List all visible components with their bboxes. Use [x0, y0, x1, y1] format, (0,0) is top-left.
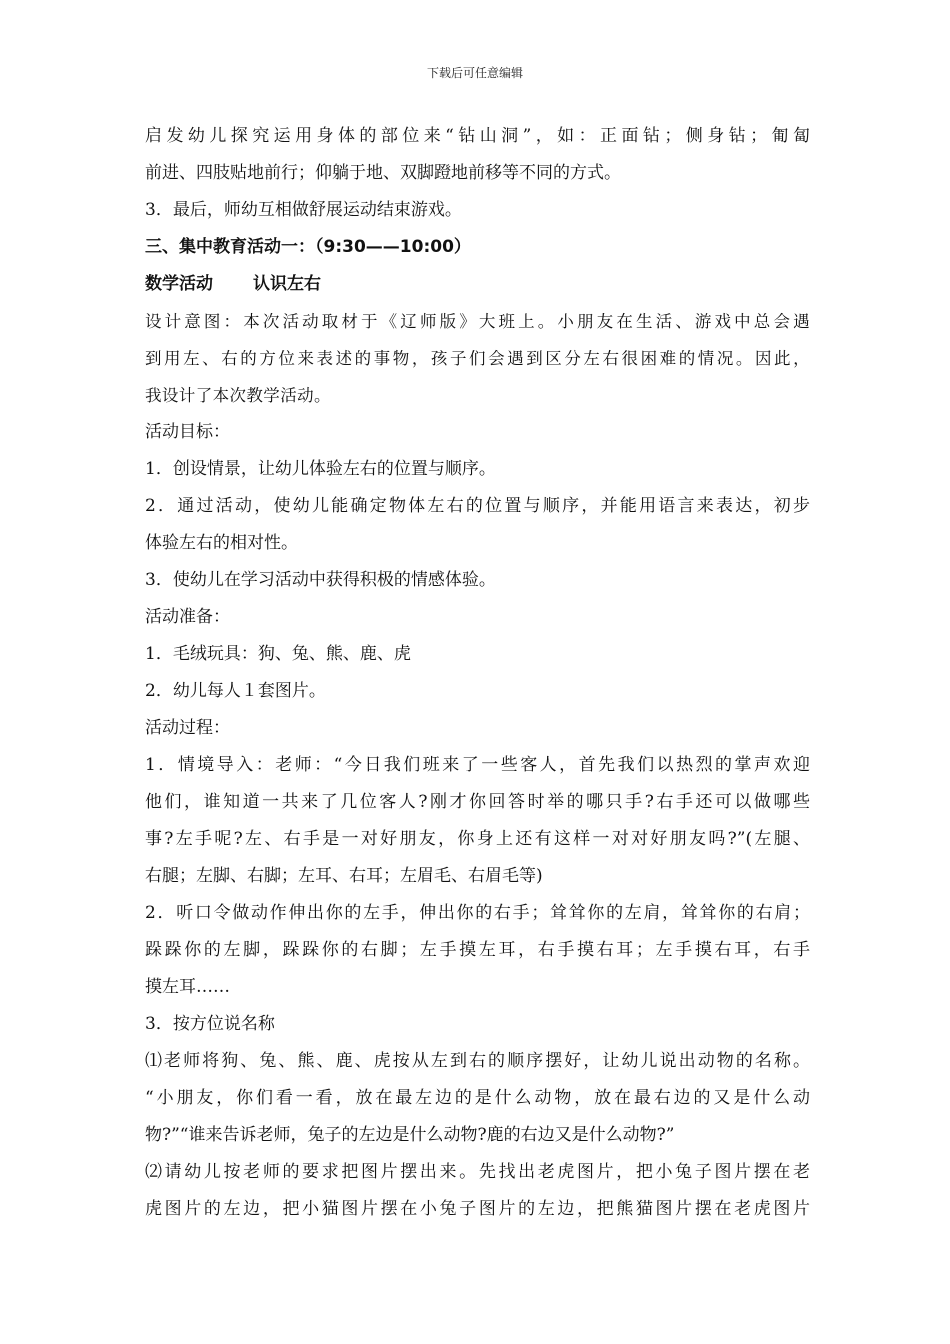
activity-topic: 认识左右: [253, 274, 321, 294]
design-intent-line: 设计意图：本次活动取材于《辽师版》大班上。小朋友在生活、游戏中总会遇: [145, 312, 810, 331]
goal-item: 体验左右的相对性。: [145, 533, 298, 553]
process-step-line: 物?”“谁来告诉老师，兔子的左边是什么动物?鹿的右边又是什么动物?”: [145, 1125, 675, 1145]
section-heading: 三、集中教育活动一：（9:30——10:00）: [145, 237, 471, 257]
paragraph-line: 前进、四肢贴地前行；仰躺于地、双脚蹬地前移等不同的方式。: [145, 163, 621, 183]
goal-item: 1．创设情景，让幼儿体验左右的位置与顺序。: [145, 459, 496, 479]
process-step-line: ⑵请幼儿按老师的要求把图片摆出来。先找出老虎图片，把小兔子图片摆在老: [145, 1162, 810, 1182]
document-body: [145, 118, 810, 1228]
paragraph-line: 3．最后，师幼互相做舒展运动结束游戏。: [145, 200, 462, 220]
process-step-line: 3．按方位说名称: [145, 1014, 275, 1034]
activity-subject: 数学活动: [145, 274, 213, 294]
process-step-line: “小朋友，你们看一看，放在最左边的是什么动物，放在最右边的又是什么动: [145, 1088, 810, 1108]
process-step-line: 跺跺你的左脚，跺跺你的右脚；左手摸左耳，右手摸右耳；左手摸右耳，右手: [145, 940, 810, 960]
process-step-line: 右腿；左脚、右脚；左耳、右耳；左眉毛、右眉毛等): [145, 866, 543, 886]
process-step-line: 摸左耳……: [145, 977, 230, 997]
goal-item: 2．通过活动，使幼儿能确定物体左右的位置与顺序，并能用语言来表达，初步: [145, 496, 810, 516]
activity-title: [145, 266, 810, 303]
process-step-line: 事?左手呢?左、右手是一对好朋友，你身上还有这样一对对好朋友吗?”(左腿、: [145, 829, 810, 849]
goal-item: 3．使幼儿在学习活动中获得积极的情感体验。: [145, 570, 496, 590]
process-step-line: 他们，谁知道一共来了几位客人?刚才你回答时举的哪只手?右手还可以做哪些: [145, 792, 810, 812]
page-header-note: 下载后可任意编辑: [426, 66, 523, 80]
preparation-label: 活动准备：: [145, 607, 230, 627]
preparation-item: 1．毛绒玩具：狗、兔、熊、鹿、虎: [145, 644, 411, 664]
preparation-item: 2．幼儿每人１套图片。: [145, 681, 326, 701]
process-step-line: 虎图片的左边，把小猫图片摆在小兔子图片的左边，把熊猫图片摆在老虎图片: [145, 1199, 810, 1219]
process-step-line: 2．听口令做动作伸出你的左手，伸出你的右手；耸耸你的左肩，耸耸你的右肩；: [145, 903, 810, 923]
process-label: 活动过程：: [145, 718, 230, 738]
design-intent-line: 到用左、右的方位来表述的事物，孩子们会遇到区分左右很困难的情况。因此，: [145, 349, 810, 368]
process-step-line: 1．情境导入：老师：“今日我们班来了一些客人，首先我们以热烈的掌声欢迎: [145, 755, 810, 775]
paragraph-line: 启发幼儿探究运用身体的部位来“钻山洞”，如：正面钻；侧身钻；匍匐: [145, 126, 810, 146]
process-step-line: ⑴老师将狗、兔、熊、鹿、虎按从左到右的顺序摆好，让幼儿说出动物的名称。: [145, 1051, 810, 1071]
design-intent-line: 我设计了本次教学活动。: [145, 386, 331, 405]
goals-label: 活动目标：: [145, 422, 230, 442]
